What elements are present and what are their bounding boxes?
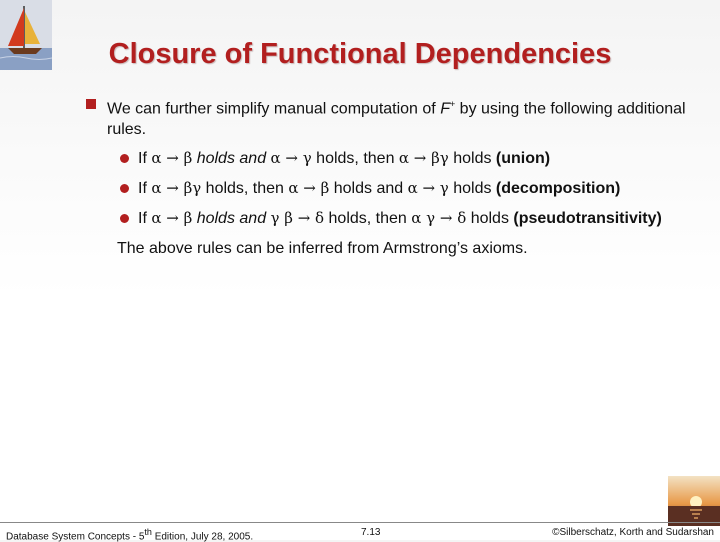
footer-page-number: 7.13	[361, 527, 381, 538]
rule-formula: α → β	[151, 149, 193, 168]
rule-union	[120, 148, 686, 169]
armstrong-note: The above rules can be inferred from Armstrong’s axioms.	[117, 240, 528, 258]
rule-text: holds	[448, 180, 496, 198]
fplus-superscript: +	[449, 99, 456, 109]
rule-decomposition	[120, 178, 686, 199]
rule-text: holds, then	[324, 210, 412, 228]
round-bullet-icon	[120, 214, 129, 223]
rules-list	[120, 148, 686, 229]
rule-formula: α → βγ	[151, 179, 202, 198]
footer-edition-sup: th	[144, 527, 152, 537]
rule-formula: α γ → δ	[411, 209, 467, 228]
main-bullet-text-post: by using the following additional rules.	[107, 100, 686, 139]
rule-name: (decomposition)	[495, 180, 621, 198]
slide-footer	[0, 522, 720, 540]
rule-text: holds, then	[201, 180, 289, 198]
round-bullet-icon	[120, 184, 129, 193]
rule-text: If	[138, 150, 152, 168]
round-bullet-icon	[120, 154, 129, 163]
rule-formula: γ β → δ	[270, 209, 325, 228]
main-bullet	[86, 94, 686, 140]
slide-title: Closure of Functional Dependencies	[108, 38, 612, 70]
rule-text: holds	[466, 210, 514, 228]
rule-name: (pseudotransitivity)	[513, 210, 662, 228]
footer-divider	[0, 522, 720, 523]
fplus-symbol: F	[440, 100, 450, 118]
rule-text: holds and	[192, 210, 271, 228]
rule-text: If	[138, 210, 152, 228]
footer-book-date: Edition, July 28, 2005.	[151, 531, 254, 542]
footer-book-title: Database System Concepts - 5	[6, 531, 145, 542]
slide-content	[86, 94, 686, 259]
rule-text: holds, then	[311, 150, 399, 168]
square-bullet-icon	[86, 99, 96, 109]
rule-pseudotransitivity	[120, 208, 686, 229]
footer-copyright: ©Silberschatz, Korth and Sudarshan	[552, 527, 714, 538]
main-bullet-text-pre: We can further simplify manual computation of	[107, 100, 441, 118]
rule-name: (union)	[495, 150, 551, 168]
rule-formula: α → γ	[407, 179, 449, 198]
rule-formula: α → β	[151, 209, 193, 228]
rule-formula: α → βγ	[398, 149, 449, 168]
rule-formula: α → γ	[270, 149, 312, 168]
rule-formula: α → β	[288, 179, 330, 198]
rule-text: holds	[448, 150, 496, 168]
rule-text: holds and	[329, 180, 408, 198]
rule-text: holds and	[192, 150, 271, 168]
sunset-decoration-icon	[668, 476, 720, 526]
rule-text: If	[138, 180, 152, 198]
